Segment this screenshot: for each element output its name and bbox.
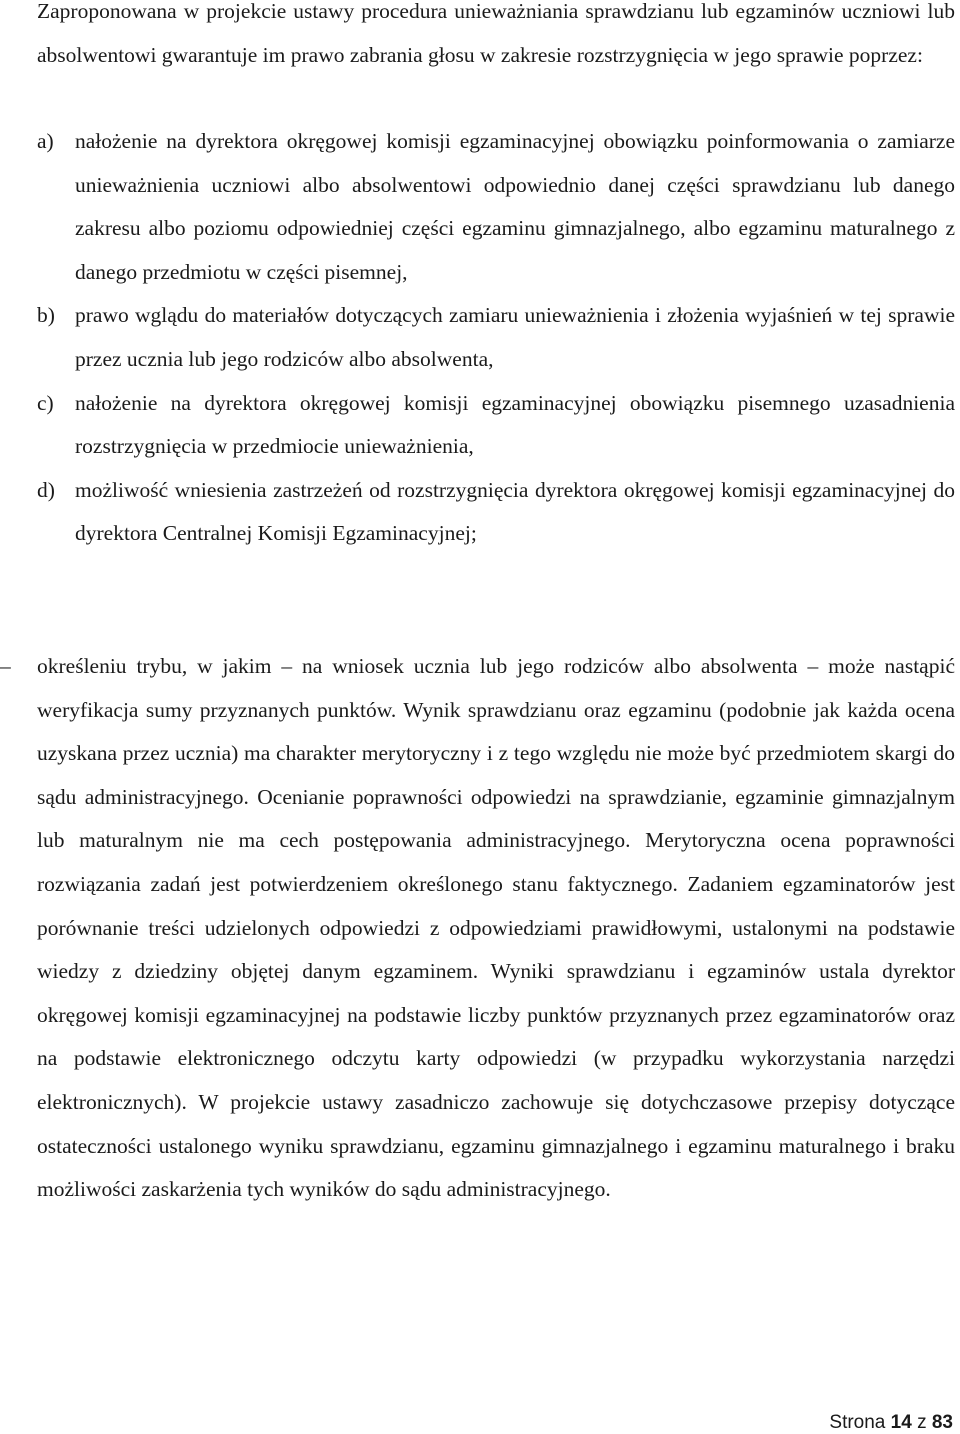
list-item <box>37 120 955 294</box>
list-item-text: możliwość wniesienia zastrzeżeń od rozstrzygnięcia dyrektora okręgowej komisji egzaminacyjnej do dyrektora Centralnej Komisji Egzaminacyjnej; <box>75 477 955 546</box>
dash-paragraph <box>0 645 955 1212</box>
dash-paragraph-text: określeniu trybu, w jakim – na wniosek ucznia lub jego rodziców albo absolwenta – może nastąpić weryfikacja sumy przyznanych punktów. Wynik sprawdzianu oraz egzaminu (podobnie jak każda ocena uzyskana przez ucznia) ma charakter merytoryczny i z tego względu nie może być przedmiotem skargi do sądu administracyjnego. Ocenianie poprawności odpowiedzi na sprawdzianie, egzaminie gimnazjalnym lub maturalnym nie ma cech postępowania administracyjnego. Merytoryczna ocena poprawności rozwiązania zadań jest potwierdzeniem określonego stanu faktycznego. Zadaniem egzaminatorów jest porównanie treści udzielonych odpowiedzi z odpowiedziami prawidłowymi, ustalonymi na podstawie wiedzy z dziedziny objętej danym egzaminem. Wyniki sprawdzianu i egzaminów ustala dyrektor okręgowej komisji egzaminacyjnej na podstawie liczby punktów przyznanych przez egzaminatorów oraz na podstawie elektronicznego odczytu karty odpowiedzi (w przypadku wykorzystania narzędzi elektronicznych). W projekcie ustawy zasadniczo zachowuje się dotychczasowe przepisy dotyczące ostateczności ustalonego wyniku sprawdzianu, egzaminu gimnazjalnego i egzaminu maturalnego i braku możliwości zaskarżenia tych wyników do sądu administracyjnego. <box>37 654 955 1202</box>
list-item-text: nałożenie na dyrektora okręgowej komisji egzaminacyjnej obowiązku poinformowania o zamiarze unieważnienia uczniowi albo absolwentowi odpowiednio danej części sprawdzianu lub danego zakresu albo poziomu odpowiedniej części egzaminu gimnazjalnego, albo egzaminu maturalnego z danego przedmiotu w części pisemnej, <box>75 129 955 284</box>
measures-list <box>37 120 955 556</box>
page-label: Strona <box>829 1412 886 1433</box>
page-separator: z <box>917 1412 927 1433</box>
list-marker: a) <box>37 129 54 153</box>
dash-bullet: – <box>0 654 11 678</box>
list-item-text: nałożenie na dyrektora okręgowej komisji egzaminacyjnej obowiązku pisemnego uzasadnienia rozstrzygnięcia w przedmiocie unieważnienia, <box>75 390 955 459</box>
current-page-number: 14 <box>890 1412 912 1433</box>
total-pages-number: 83 <box>931 1412 953 1433</box>
list-item-text: prawo wglądu do materiałów dotyczących zamiaru unieważnienia i złożenia wyjaśnień w tej sprawie przez ucznia lub jego rodziców albo absolwenta, <box>75 303 955 371</box>
list-item <box>37 294 955 381</box>
page-number-footer <box>829 1412 953 1434</box>
list-marker: b) <box>37 303 55 328</box>
list-marker: c) <box>37 390 54 415</box>
intro-paragraph: Zaproponowana w projekcie ustawy procedura unieważniania sprawdzianu lub egzaminów uczniowi lub absolwentowi gwarantuje im prawo zabrania głosu w zakresie rozstrzygnięcia w jego sprawie poprzez: <box>37 0 955 67</box>
list-item <box>37 382 955 469</box>
list-marker: d) <box>37 477 55 502</box>
list-item <box>37 469 955 556</box>
